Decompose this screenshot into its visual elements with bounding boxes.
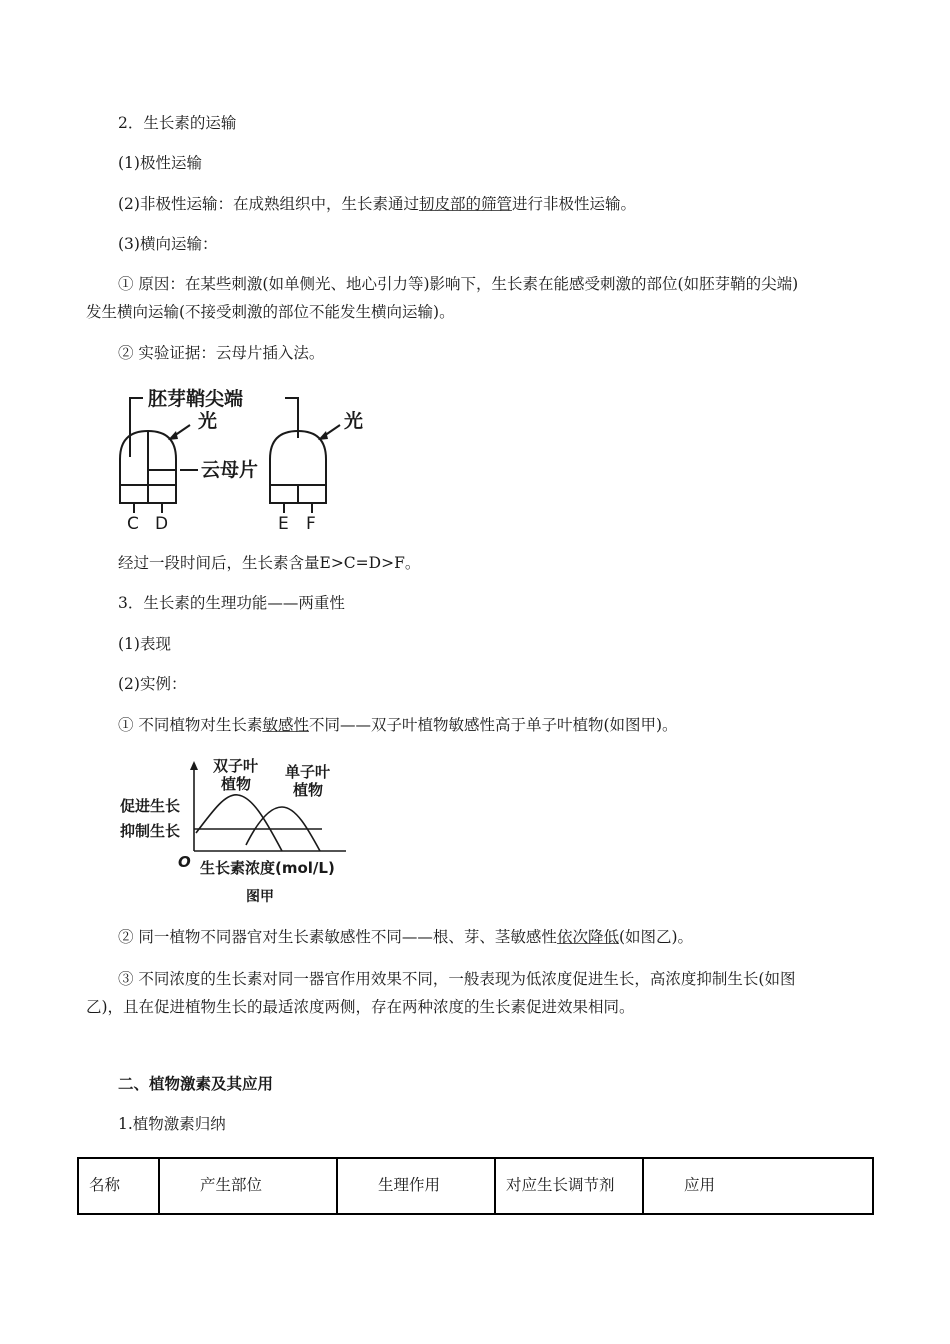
label-coleoptile-tip: 胚芽鞘尖端 <box>148 388 244 410</box>
label-monocot-2: 植物 <box>293 781 324 799</box>
manifestation-item: (1)表现 <box>118 635 171 653</box>
nonpolar-transport-item <box>118 194 636 214</box>
figure-jia <box>118 755 358 905</box>
label-mica: 云母片 <box>201 459 259 481</box>
example3-line1: ③ 不同浓度的生长素对同一器官作用效果不同，一般表现为低浓度促进生长，高浓度抑制生长(如图 <box>118 970 796 988</box>
nonpolar-text-pre: (2)非极性运输：在成熟组织中，生长素通过 <box>118 195 419 213</box>
table-header-row <box>78 1158 873 1214</box>
label-light-left: 光 <box>198 410 218 432</box>
label-e: E <box>278 514 289 533</box>
header-growth-regulator: 对应生长调节剂 <box>495 1158 643 1214</box>
example2 <box>118 927 693 947</box>
header-physiological-function: 生理作用 <box>337 1158 495 1214</box>
section2-subheading: 1.植物激素归纳 <box>118 1115 226 1133</box>
example2-post: (如图乙)。 <box>618 928 694 946</box>
arrowhead-right <box>318 431 328 440</box>
example1-post: 不同——双子叶植物敏感性高于单子叶植物(如图甲)。 <box>308 716 678 734</box>
label-light-right: 光 <box>344 410 364 432</box>
phloem-sieve-tube-term: 韧皮部的筛管 <box>418 195 512 213</box>
label-promote-growth: 促进生长 <box>120 797 181 815</box>
mica-experiment-figure <box>110 383 390 533</box>
decreasing-term: 依次降低 <box>556 928 619 946</box>
header-name: 名称 <box>78 1158 159 1214</box>
example1 <box>118 715 678 735</box>
polar-transport-item: (1)极性运输 <box>118 154 202 172</box>
examples-item: (2)实例： <box>118 675 187 693</box>
lateral-transport-item: (3)横向运输： <box>118 235 218 253</box>
example3-line2: 乙)，且在促进植物生长的最适浓度两侧，存在两种浓度的生长素促进效果相同。 <box>86 998 635 1016</box>
sensitivity-term: 敏感性 <box>262 716 309 734</box>
label-monocot-1: 单子叶 <box>285 763 331 781</box>
label-inhibit-growth: 抑制生长 <box>120 822 181 840</box>
dicot-curve <box>196 795 282 851</box>
lateral-cause-line2: 发生横向运输(不接受刺激的部位不能发生横向运输)。 <box>86 303 455 321</box>
label-f: F <box>306 514 316 533</box>
lateral-cause-line1: ① 原因：在某些刺激(如单侧光、地心引力等)影响下，生长素在能感受刺激的部位(如胚芽鞘的尖端) <box>118 275 799 293</box>
experiment-evidence: ② 实验证据：云母片插入法。 <box>118 344 325 362</box>
coleoptile-right <box>270 431 326 485</box>
nonpolar-text-post: 进行非极性运输。 <box>511 195 636 213</box>
example1-pre: ① 不同植物对生长素 <box>118 716 263 734</box>
tip-bracket-left <box>130 398 143 457</box>
result-text: 经过一段时间后，生长素含量E>C=D>F。 <box>118 554 421 572</box>
label-x-axis: 生长素浓度(mol/L) <box>200 859 335 877</box>
y-axis-arrow <box>190 761 198 770</box>
label-dicot-2: 植物 <box>221 775 252 793</box>
arrowhead-left <box>168 431 178 440</box>
label-d: D <box>155 514 169 533</box>
label-origin: O <box>178 853 191 871</box>
header-application: 应用 <box>643 1158 873 1214</box>
label-c: C <box>127 514 139 533</box>
figure-jia-caption: 图甲 <box>246 889 274 905</box>
example2-pre: ② 同一植物不同器官对生长素敏感性不同——根、芽、茎敏感性 <box>118 928 557 946</box>
section2-heading: 二、植物激素及其应用 <box>118 1075 274 1093</box>
header-production-site: 产生部位 <box>159 1158 337 1214</box>
label-dicot-1: 双子叶 <box>213 757 259 775</box>
section-heading-auxin-function: 3．生长素的生理功能——两重性 <box>118 594 345 612</box>
section-heading-auxin-transport: 2．生长素的运输 <box>118 114 237 132</box>
plant-hormone-table <box>77 1157 874 1215</box>
